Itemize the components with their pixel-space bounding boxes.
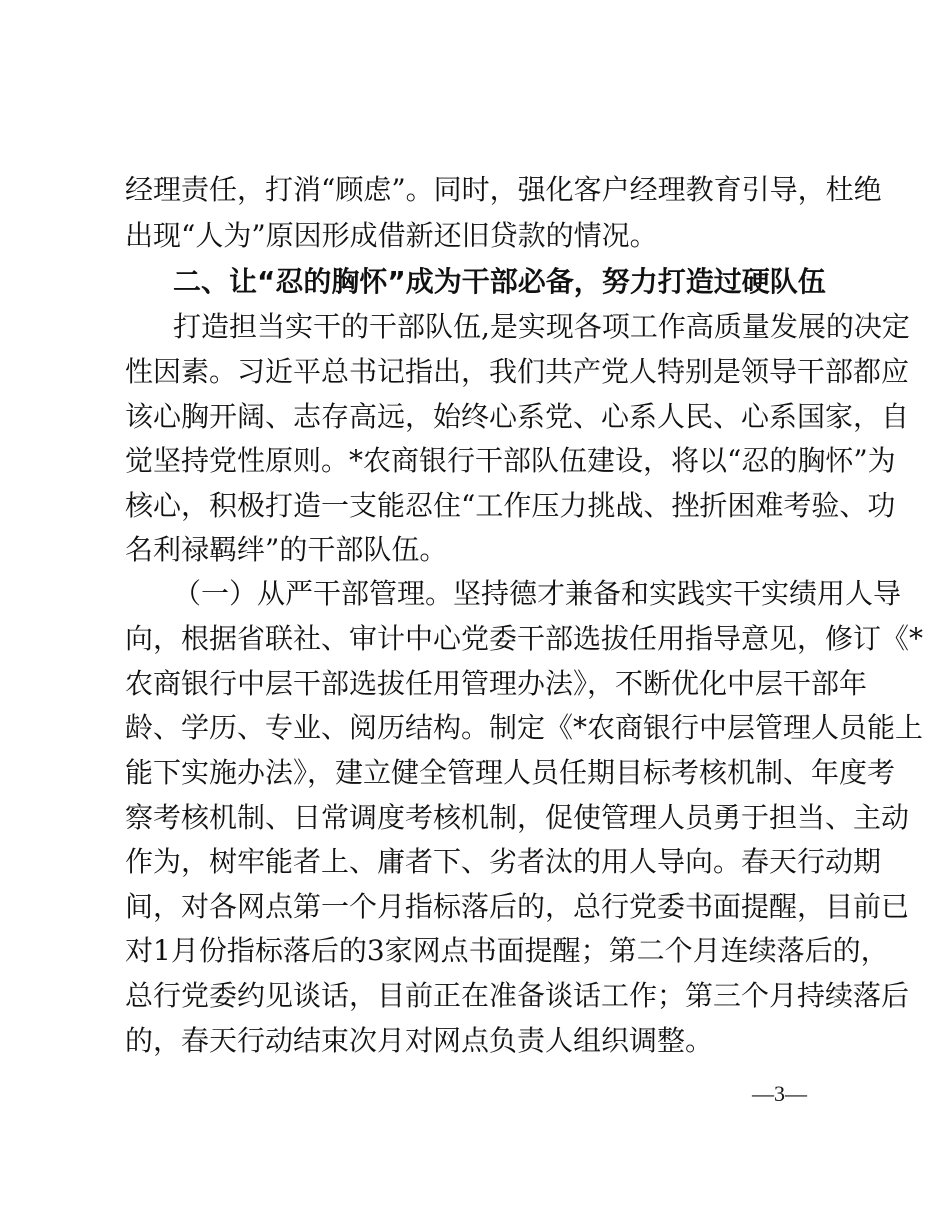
body-text-line: 名利禄羁绊”的干部队伍。	[125, 533, 448, 566]
body-text-line: 性因素。习近平总书记指出，我们共产党人特别是领导干部都应	[125, 355, 910, 388]
body-text-line: 龄、学历、专业、阅历结构。制定《*农商银行中层管理人员能上	[125, 711, 924, 744]
section-heading: 二、让“忍的胸怀”成为干部必备，努力打造过硬队伍	[173, 265, 826, 298]
body-text-line: 察考核机制、日常调度考核机制，促使管理人员勇于担当、主动	[125, 801, 910, 834]
body-text-line: 打造担当实干的干部队伍,是实现各项工作高质量发展的决定	[173, 310, 910, 343]
body-text-line: 对1月份指标落后的3家网点书面提醒；第二个月连续落后的，	[125, 934, 889, 967]
body-text-line: 经理责任，打消“顾虑”。同时，强化客户经理教育引导，杜绝	[125, 173, 882, 206]
body-text-line: 觉坚持党性原则。*农商银行干部队伍建设，将以“忍的胸怀”为	[125, 444, 896, 477]
body-text-line: 向，根据省联社、审计中心党委干部选拔任用指导意见，修订《*	[125, 622, 924, 655]
body-text-line: 出现“人为”原因形成借新还旧贷款的情况。	[125, 219, 658, 252]
page-number: —3—	[752, 1081, 807, 1106]
body-text-line: 作为，树牢能者上、庸者下、劣者汰的用人导向。春天行动期	[125, 845, 882, 878]
body-text-line: 总行党委约见谈话，目前正在准备谈话工作；第三个月持续落后	[125, 979, 910, 1012]
body-text-line: 间，对各网点第一个月指标落后的，总行党委书面提醒，目前已	[125, 890, 910, 923]
body-text-line: 该心胸开阔、志存高远，始终心系党、心系人民、心系国家，自	[125, 400, 910, 433]
body-text-line: （一）从严干部管理。坚持德才兼备和实践实干实绩用人导	[173, 577, 902, 610]
body-text-line: 农商银行中层干部选拔任用管理办法》，不断优化中层干部年	[125, 667, 868, 700]
body-text-line: 核心，积极打造一支能忍住“工作压力挑战、挫折困难考验、功	[125, 489, 896, 522]
body-text-line: 能下实施办法》，建立健全管理人员任期目标考核机制、年度考	[125, 756, 896, 789]
body-text-line: 的，春天行动结束次月对网点负责人组织调整。	[125, 1024, 714, 1057]
